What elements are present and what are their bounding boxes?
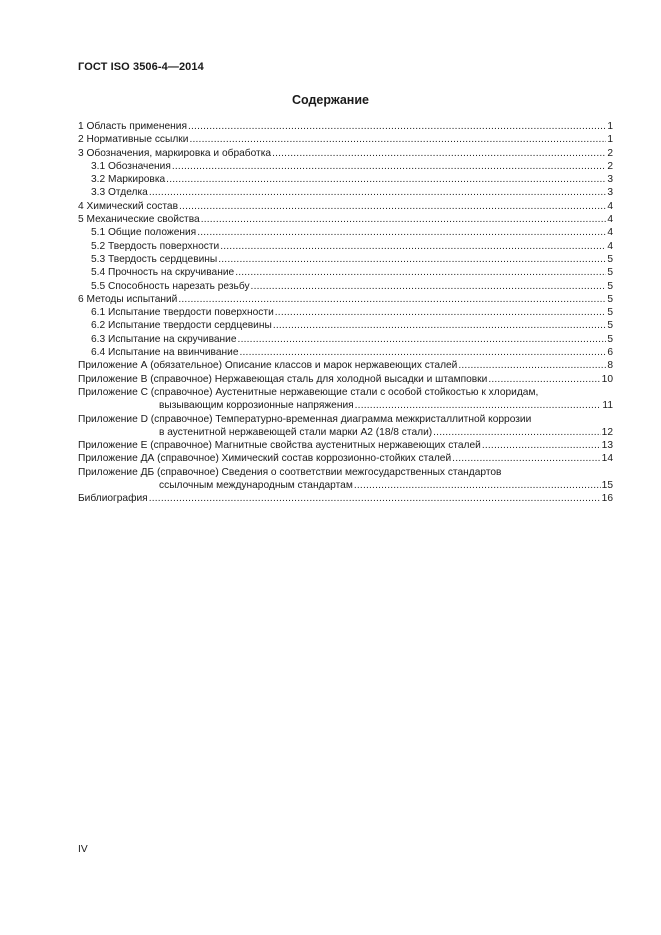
- toc-entry-page: 5: [607, 253, 613, 265]
- toc-entry-label: 6.1 Испытание твердости поверхности: [91, 307, 274, 319]
- toc-entry-label: 3.3 Отделка: [91, 187, 148, 199]
- toc-entry-label: 5.3 Твердость сердцевины: [91, 253, 218, 265]
- dot-leader: [458, 359, 606, 372]
- toc-entry-label: 5.1 Общие положения: [91, 227, 197, 239]
- dot-leader: [235, 266, 606, 279]
- toc-entry-label: 3.1 Обозначения: [91, 160, 171, 172]
- toc-entry-annex-d[interactable]: [78, 413, 613, 440]
- toc-entry-page: 11: [602, 400, 613, 412]
- toc-entry-page: 5: [607, 280, 613, 292]
- dot-leader: [240, 346, 607, 359]
- dot-leader: [220, 240, 606, 253]
- dot-leader: [179, 200, 606, 213]
- toc-entry-label-line1: Приложение ДБ (справочное) Сведения о соответствии межгосударственных стандартов: [78, 466, 502, 478]
- dot-leader: [238, 333, 607, 346]
- toc-entry-page: 5: [607, 320, 613, 332]
- table-of-contents: [78, 120, 613, 506]
- toc-entry-label: 2 Нормативные ссылки: [78, 134, 189, 146]
- dot-leader: [149, 186, 607, 199]
- toc-entry-6-3[interactable]: [78, 333, 613, 346]
- toc-entry-page: 8: [607, 360, 613, 372]
- toc-entry-label: 6.3 Испытание на скручивание: [91, 333, 237, 345]
- toc-entry-bibliography[interactable]: [78, 492, 613, 505]
- dot-leader: [433, 426, 601, 439]
- toc-entry-page: 3: [607, 187, 613, 199]
- toc-entry-annex-b[interactable]: [78, 373, 613, 386]
- toc-entry-5-3[interactable]: [78, 253, 613, 266]
- toc-entry-5[interactable]: [78, 213, 613, 226]
- toc-entry-3-1[interactable]: [78, 160, 613, 173]
- dot-leader: [355, 399, 602, 412]
- dot-leader: [273, 319, 607, 332]
- toc-entry-1[interactable]: [78, 120, 613, 133]
- toc-entry-page: 15: [601, 480, 613, 492]
- dot-leader: [218, 253, 606, 266]
- dot-leader: [482, 439, 601, 452]
- toc-entry-page: 16: [601, 493, 613, 505]
- toc-entry-page: 12: [601, 426, 613, 438]
- toc-entry-page: 4: [607, 200, 613, 212]
- dot-leader: [188, 120, 606, 133]
- toc-entry-3-3[interactable]: [78, 186, 613, 199]
- dot-leader: [149, 492, 601, 505]
- toc-entry-label: 5.5 Способность нарезать резьбу: [91, 280, 250, 292]
- toc-entry-5-4[interactable]: [78, 266, 613, 279]
- toc-entry-page: 5: [607, 267, 613, 279]
- toc-entry-page: 4: [607, 227, 613, 239]
- toc-entry-page: 5: [607, 333, 613, 345]
- dot-leader: [354, 479, 601, 492]
- toc-entry-annex-da[interactable]: [78, 452, 613, 465]
- toc-entry-label: 1 Область применения: [78, 121, 187, 132]
- toc-entry-4[interactable]: [78, 200, 613, 213]
- toc-entry-5-2[interactable]: [78, 240, 613, 253]
- toc-entry-page: 3: [607, 174, 613, 186]
- dot-leader: [189, 133, 606, 146]
- toc-entry-page: 2: [607, 147, 613, 159]
- dot-leader: [272, 147, 606, 160]
- toc-entry-6-2[interactable]: [78, 319, 613, 332]
- dot-leader: [166, 173, 606, 186]
- dot-leader: [178, 293, 606, 306]
- toc-entry-label: 6 Методы испытаний: [78, 293, 178, 305]
- toc-entry-label: Приложение В (справочное) Нержавеющая сталь для холодной высадки и штамповки: [78, 373, 488, 385]
- toc-entry-5-1[interactable]: [78, 226, 613, 239]
- toc-entry-annex-e[interactable]: [78, 439, 613, 452]
- toc-entry-6-4[interactable]: [78, 346, 613, 359]
- toc-entry-3[interactable]: [78, 147, 613, 160]
- toc-entry-page: 6: [607, 347, 613, 359]
- dot-leader: [452, 452, 600, 465]
- toc-title: Содержание: [291, 93, 369, 107]
- toc-entry-label: ссылочным международным стандартам: [159, 480, 353, 492]
- toc-entry-3-2[interactable]: [78, 173, 613, 186]
- toc-entry-5-5[interactable]: [78, 280, 613, 293]
- toc-entry-label: в аустенитной нержавеющей стали марки А2 (18/8 стали): [159, 426, 433, 438]
- toc-entry-label-line1: Приложение С (справочное) Аустенитные нержавеющие стали с особой стойкостью к хлоридам,: [78, 386, 539, 398]
- toc-entry-annex-a[interactable]: [78, 359, 613, 372]
- page-number: IV: [78, 844, 88, 855]
- toc-entry-page: 10: [601, 373, 613, 385]
- toc-entry-label-line1: Приложение D (справочное) Температурно-временная диаграмма межкристаллитной коррозии: [78, 413, 532, 425]
- dot-leader: [488, 373, 600, 386]
- dot-leader: [197, 226, 606, 239]
- toc-entry-page: 4: [607, 214, 613, 226]
- toc-entry-page: 14: [601, 453, 613, 465]
- toc-entry-label: 6.4 Испытание на ввинчивание: [91, 347, 239, 359]
- toc-entry-label: 3.2 Маркировка: [91, 174, 166, 186]
- toc-entry-2[interactable]: [78, 133, 613, 146]
- toc-entry-label: 4 Химический состав: [78, 200, 179, 212]
- toc-entry-label: 5.2 Твердость поверхности: [91, 240, 220, 252]
- toc-entry-annex-db[interactable]: [78, 466, 613, 493]
- toc-entry-page: 4: [607, 240, 613, 252]
- toc-entry-label: 5 Механические свойства: [78, 214, 200, 226]
- toc-entry-label: Приложение А (обязательное) Описание классов и марок нержавеющих сталей: [78, 360, 458, 372]
- toc-entry-page: 5: [607, 293, 613, 305]
- toc-entry-label: 3 Обозначения, маркировка и обработка: [78, 147, 272, 159]
- toc-entry-page: 13: [601, 440, 613, 452]
- toc-entry-page: 5: [607, 307, 613, 319]
- toc-entry-label: 6.2 Испытание твердости сердцевины: [91, 320, 272, 332]
- toc-entry-label: 5.4 Прочность на скручивание: [91, 267, 235, 279]
- toc-entry-label: Приложение ДА (справочное) Химический состав коррозионно-стойких сталей: [78, 453, 452, 465]
- toc-entry-page: 2: [607, 160, 613, 172]
- dot-leader: [251, 280, 607, 293]
- dot-leader: [172, 160, 606, 173]
- toc-entry-6-1[interactable]: [78, 306, 613, 319]
- dot-leader: [275, 306, 607, 319]
- toc-entry-label: Приложение Е (справочное) Магнитные свойства аустенитных нержавеющих сталей: [78, 440, 481, 452]
- toc-entry-label: вызывающим коррозионные напряжения: [159, 400, 354, 412]
- toc-entry-page: 1: [607, 134, 613, 146]
- toc-entry-label: Библиография: [78, 493, 148, 505]
- document-code-header: ГОСТ ISO 3506-4—2014: [78, 61, 204, 73]
- dot-leader: [201, 213, 607, 226]
- toc-entry-page: 1: [607, 121, 613, 132]
- toc-entry-annex-c[interactable]: [78, 386, 613, 413]
- toc-entry-6[interactable]: [78, 293, 613, 306]
